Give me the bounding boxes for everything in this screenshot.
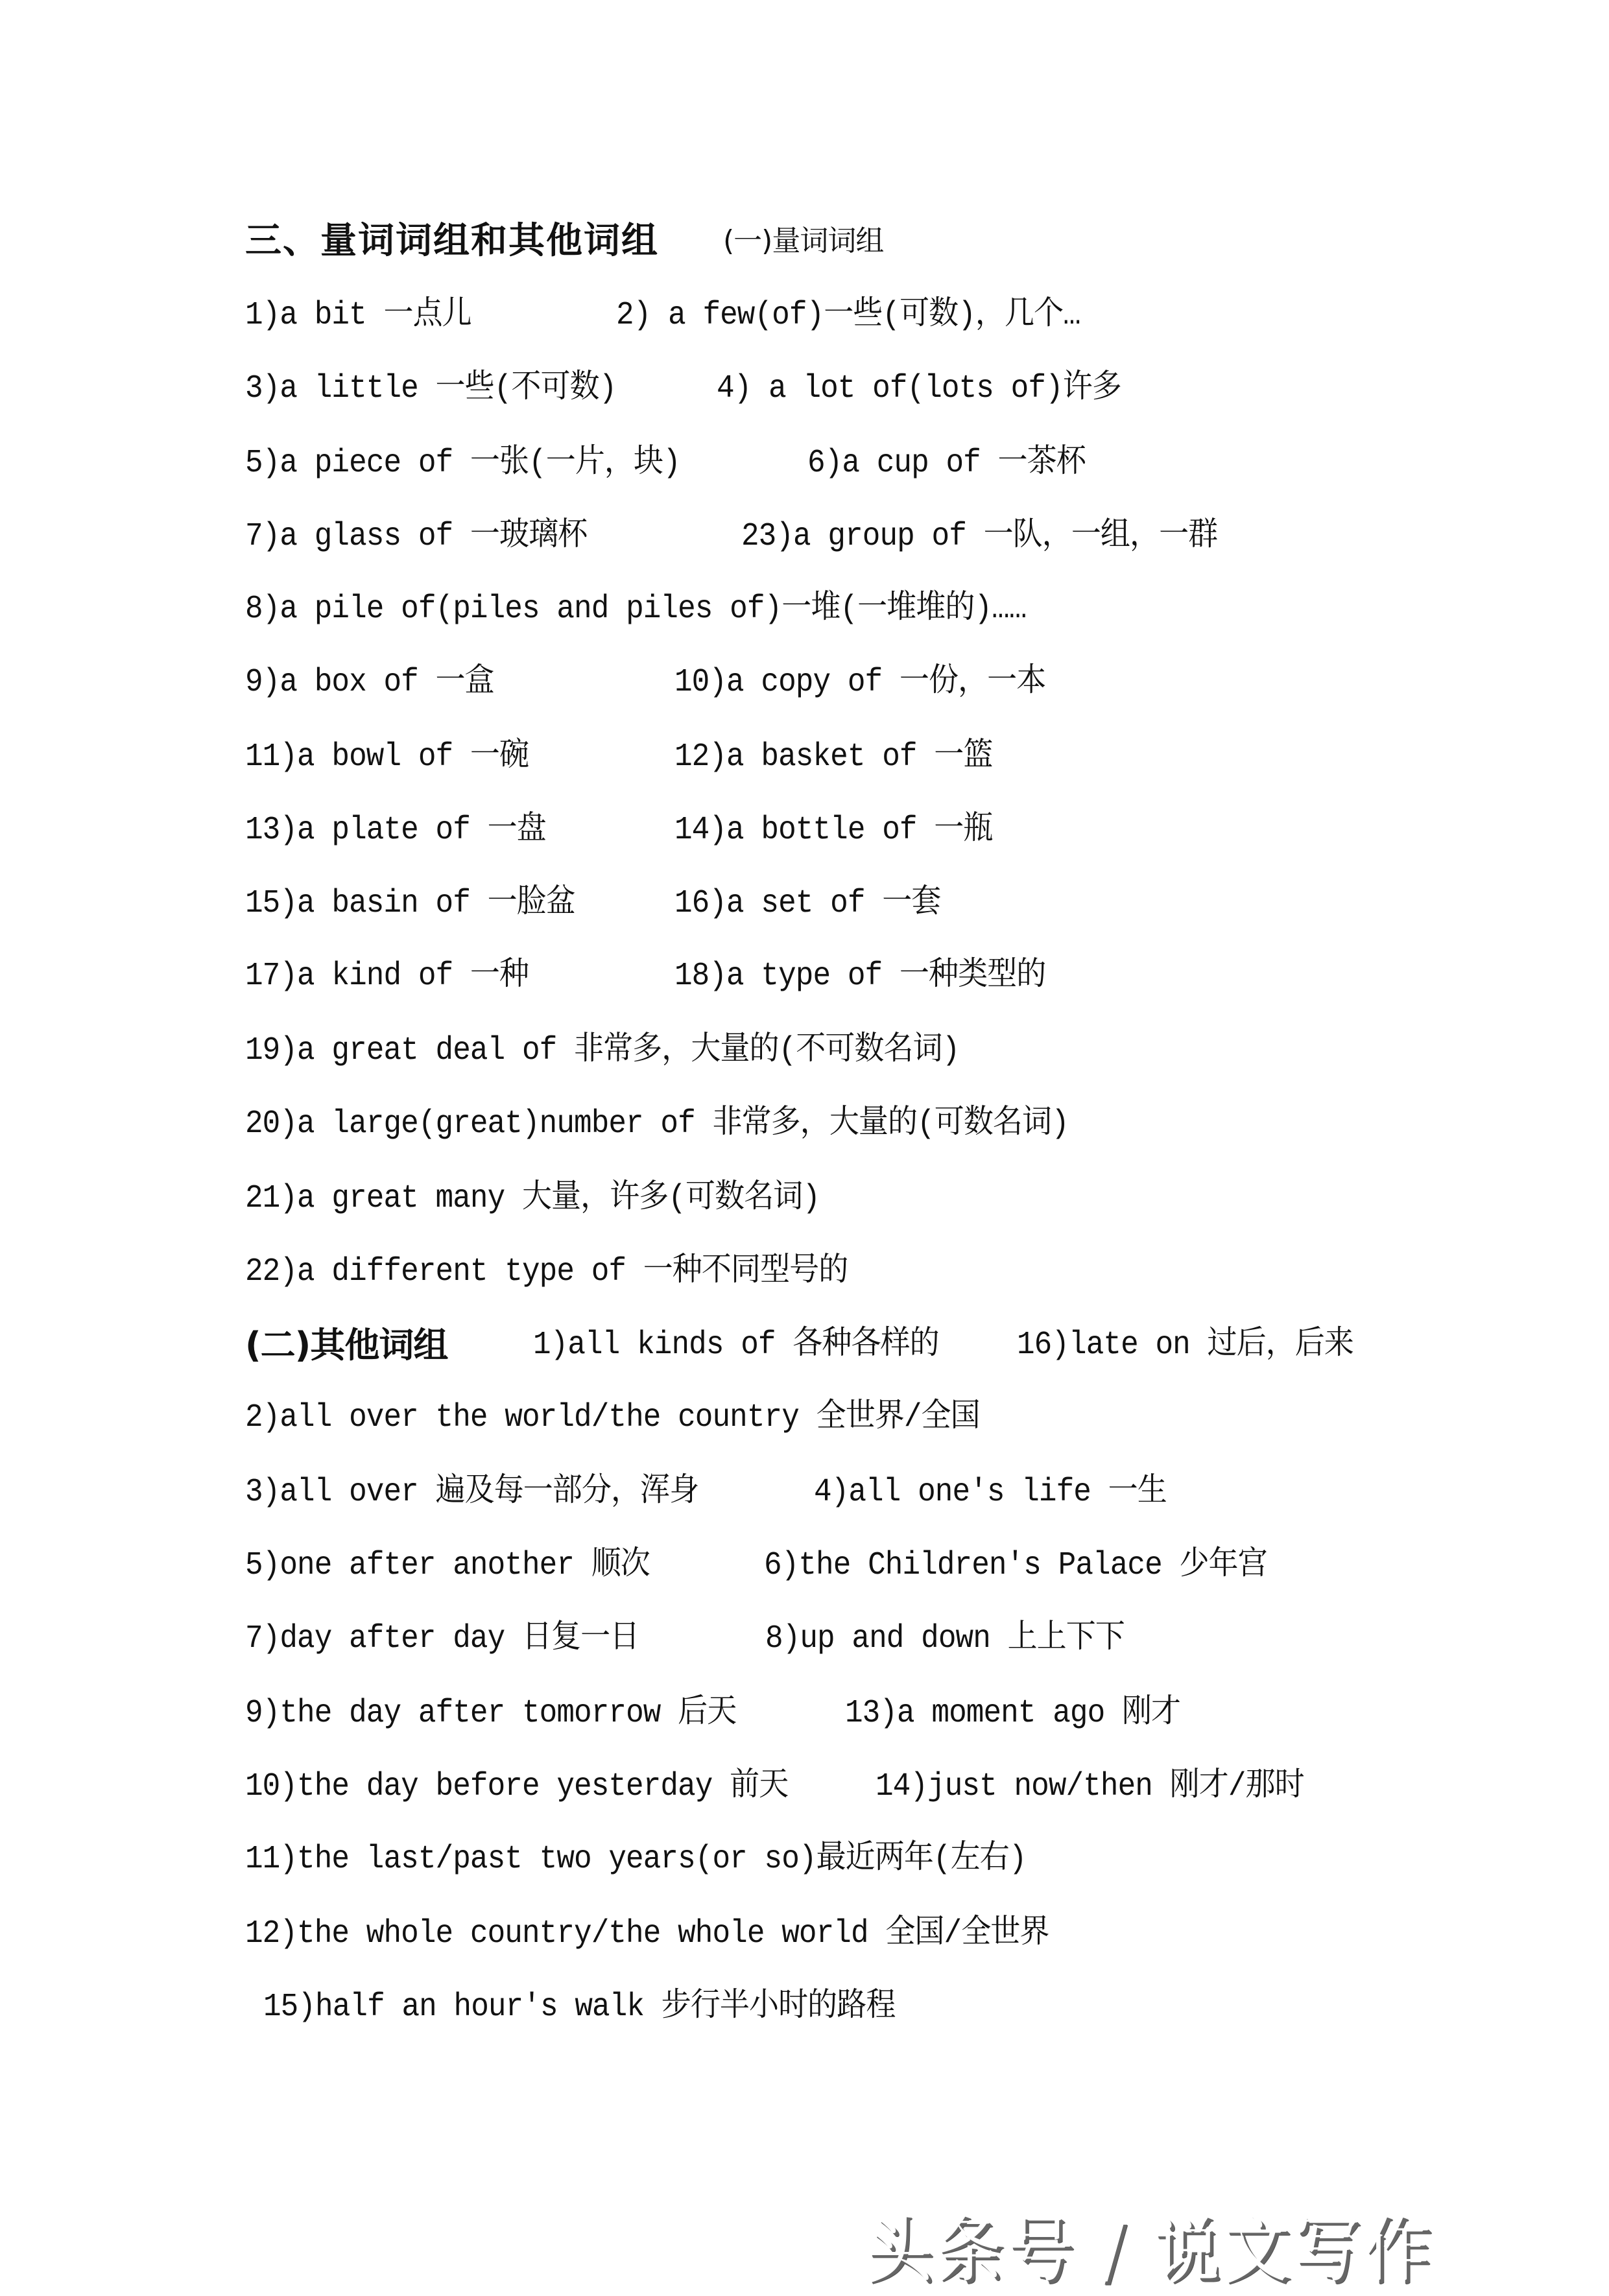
list-item: 15)half an hour's walk 步行半小时的路程: [263, 1989, 896, 2026]
list-item: 13)a plate of 一盘: [245, 812, 546, 849]
list-item: 3)all over 遍及每一部分，浑身: [245, 1474, 699, 1511]
list-item: 7)a glass of 一玻璃杯: [245, 518, 588, 555]
list-item: 5)a piece of 一张(一片，块): [245, 445, 680, 482]
list-item: 12)a basket of 一篮: [674, 739, 993, 775]
list-item: 18)a type of 一种类型的: [674, 958, 1046, 995]
list-item: 1)all kinds of 各种各样的: [533, 1327, 939, 1364]
list-item: 20)a large(great)number of 非常多，大量的(可数名词): [245, 1106, 1069, 1142]
section-subtitle: (一)量词词组: [723, 224, 884, 257]
list-item: 15)a basin of 一脸盆: [245, 885, 575, 922]
list-item: 11)the last/past two years(or so)最近两年(左右): [245, 1841, 1027, 1878]
list-item: 2)all over the world/the country 全世界/全国: [245, 1399, 980, 1436]
section-title: 三、量词词组和其他词组: [245, 220, 659, 262]
list-item: 4)all one's life 一生: [814, 1474, 1167, 1511]
list-item: 13)a moment ago 刚才: [845, 1695, 1181, 1732]
list-item: 3)a little 一些(不可数): [245, 370, 617, 407]
subsection-title: (二)其他词组: [245, 1325, 448, 1366]
list-item: 16)a set of 一套: [674, 885, 941, 922]
list-item: 6)the Children's Palace 少年宫: [764, 1547, 1267, 1584]
list-item: 14)a bottle of 一瓶: [674, 812, 993, 849]
list-item: 12)the whole country/the whole world 全国/全世界: [245, 1915, 1049, 1952]
list-item: 8)a pile of(piles and piles of)一堆(一堆堆的)……: [245, 591, 1027, 628]
list-item: 7)day after day 日复一日: [245, 1620, 639, 1657]
watermark: 头条号 / 说文写作: [866, 2208, 1435, 2292]
list-item: 6)a cup of 一茶杯: [807, 445, 1086, 482]
list-item: 11)a bowl of 一碗: [245, 739, 529, 775]
list-item: 10)a copy of 一份，一本: [674, 664, 1046, 701]
list-item: 21)a great many 大量，许多(可数名词): [245, 1180, 820, 1217]
list-item: 2) a few(of)一些(可数)，几个…: [616, 297, 1080, 334]
list-item: 19)a great deal of 非常多，大量的(不可数名词): [245, 1032, 960, 1069]
list-item: 4) a lot of(lots of)许多: [717, 370, 1121, 407]
list-item: 8)up and down 上上下下: [765, 1620, 1125, 1657]
list-item: 10)the day before yesterday 前天: [245, 1768, 789, 1805]
list-item: 17)a kind of 一种: [245, 958, 529, 995]
list-item: 9)the day after tomorrow 后天: [245, 1695, 737, 1732]
list-item: 5)one after another 顺次: [245, 1547, 650, 1584]
list-item: 16)late on 过后，后来: [1017, 1327, 1353, 1364]
list-item: 23)a group of 一队，一组，一群: [741, 518, 1218, 555]
list-item: 9)a box of 一盒: [245, 664, 494, 701]
list-item: 14)just now/then 刚才/那时: [876, 1768, 1304, 1805]
list-item: 1)a bit 一点儿: [245, 297, 471, 334]
list-item: 22)a different type of 一种不同型号的: [245, 1253, 848, 1290]
